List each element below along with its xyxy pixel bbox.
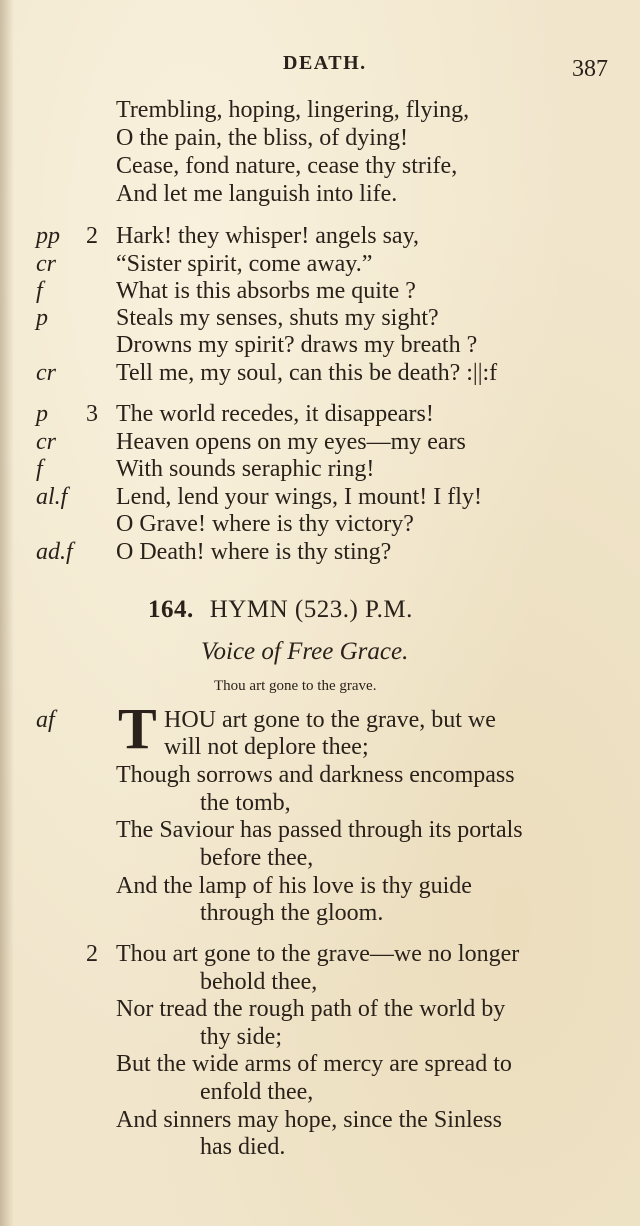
verse-line: Lend, lend your wings, I mount! I fly! (116, 484, 482, 510)
hymn-heading (148, 596, 413, 624)
dynamic-marking: p (36, 305, 48, 331)
verse-line: before thee, (200, 845, 314, 871)
verse-line: And the lamp of his love is thy guide (116, 873, 472, 899)
verse-line: With sounds seraphic ring! (116, 456, 375, 482)
verse-line: Drowns my spirit? draws my breath ? (116, 332, 478, 358)
verse-line: What is this absorbs me quite ? (116, 278, 416, 304)
first-line-note: Thou art gone to the grave. (214, 678, 377, 694)
verse-line: O Grave! where is thy victory? (116, 511, 414, 537)
verse-line: through the gloom. (200, 900, 384, 926)
binding-shadow (0, 0, 14, 1226)
verse-line: behold thee, (200, 969, 318, 995)
dynamic-marking: cr (36, 429, 56, 455)
dynamic-marking: al.f (36, 484, 68, 510)
verse-line: Though sorrows and darkness encompass (116, 762, 515, 788)
stanza-number: 3 (86, 401, 98, 427)
dynamic-marking: p (36, 401, 48, 427)
stanza-number: 2 (86, 223, 98, 249)
page-number: 387 (572, 56, 608, 82)
verse-line: HOU art gone to the grave, but we (164, 707, 496, 733)
drop-cap: T (118, 696, 157, 761)
verse-line: And let me languish into life. (116, 181, 398, 207)
stanza-number: 2 (86, 941, 98, 967)
verse-line: Heaven opens on my eyes—my ears (116, 429, 466, 455)
verse-line: Nor tread the rough path of the world by (116, 996, 506, 1022)
verse-line: Tell me, my soul, can this be death? :||:f (116, 360, 498, 386)
verse-line: will not deplore thee; (164, 734, 369, 760)
verse-line: Cease, fond nature, cease thy strife, (116, 153, 458, 179)
dynamic-marking: cr (36, 360, 56, 386)
verse-line: Thou art gone to the grave—we no longer (116, 941, 520, 967)
verse-line: O the pain, the bliss, of dying! (116, 125, 408, 151)
verse-line: the tomb, (200, 790, 291, 816)
verse-line: Steals my senses, shuts my sight? (116, 305, 439, 331)
verse-line: But the wide arms of mercy are spread to (116, 1051, 512, 1077)
dynamic-marking: ad.f (36, 539, 73, 565)
verse-line: The Saviour has passed through its portals (116, 817, 523, 843)
verse-line: enfold thee, (200, 1079, 314, 1105)
verse-line: O Death! where is thy sting? (116, 539, 392, 565)
hymn-title: Voice of Free Grace. (201, 638, 409, 665)
dynamic-marking: cr (36, 251, 56, 277)
verse-line: The world recedes, it disappears! (116, 401, 434, 427)
running-head: DEATH. (283, 52, 367, 74)
verse-line: Trembling, hoping, lingering, flying, (116, 97, 470, 123)
verse-line: “Sister spirit, come away.” (116, 251, 373, 277)
verse-line: thy side; (200, 1024, 282, 1050)
dynamic-marking: f (36, 456, 43, 482)
hymn-meter-heading: HYMN (523.) P.M. (209, 596, 413, 623)
hymn-number: 164. (148, 596, 194, 623)
verse-line: And sinners may hope, since the Sinless (116, 1107, 502, 1133)
dynamic-marking: af (36, 707, 55, 733)
verse-line: Hark! they whisper! angels say, (116, 223, 420, 249)
dynamic-marking: f (36, 278, 43, 304)
verse-line: has died. (200, 1134, 286, 1160)
dynamic-marking: pp (36, 223, 60, 249)
